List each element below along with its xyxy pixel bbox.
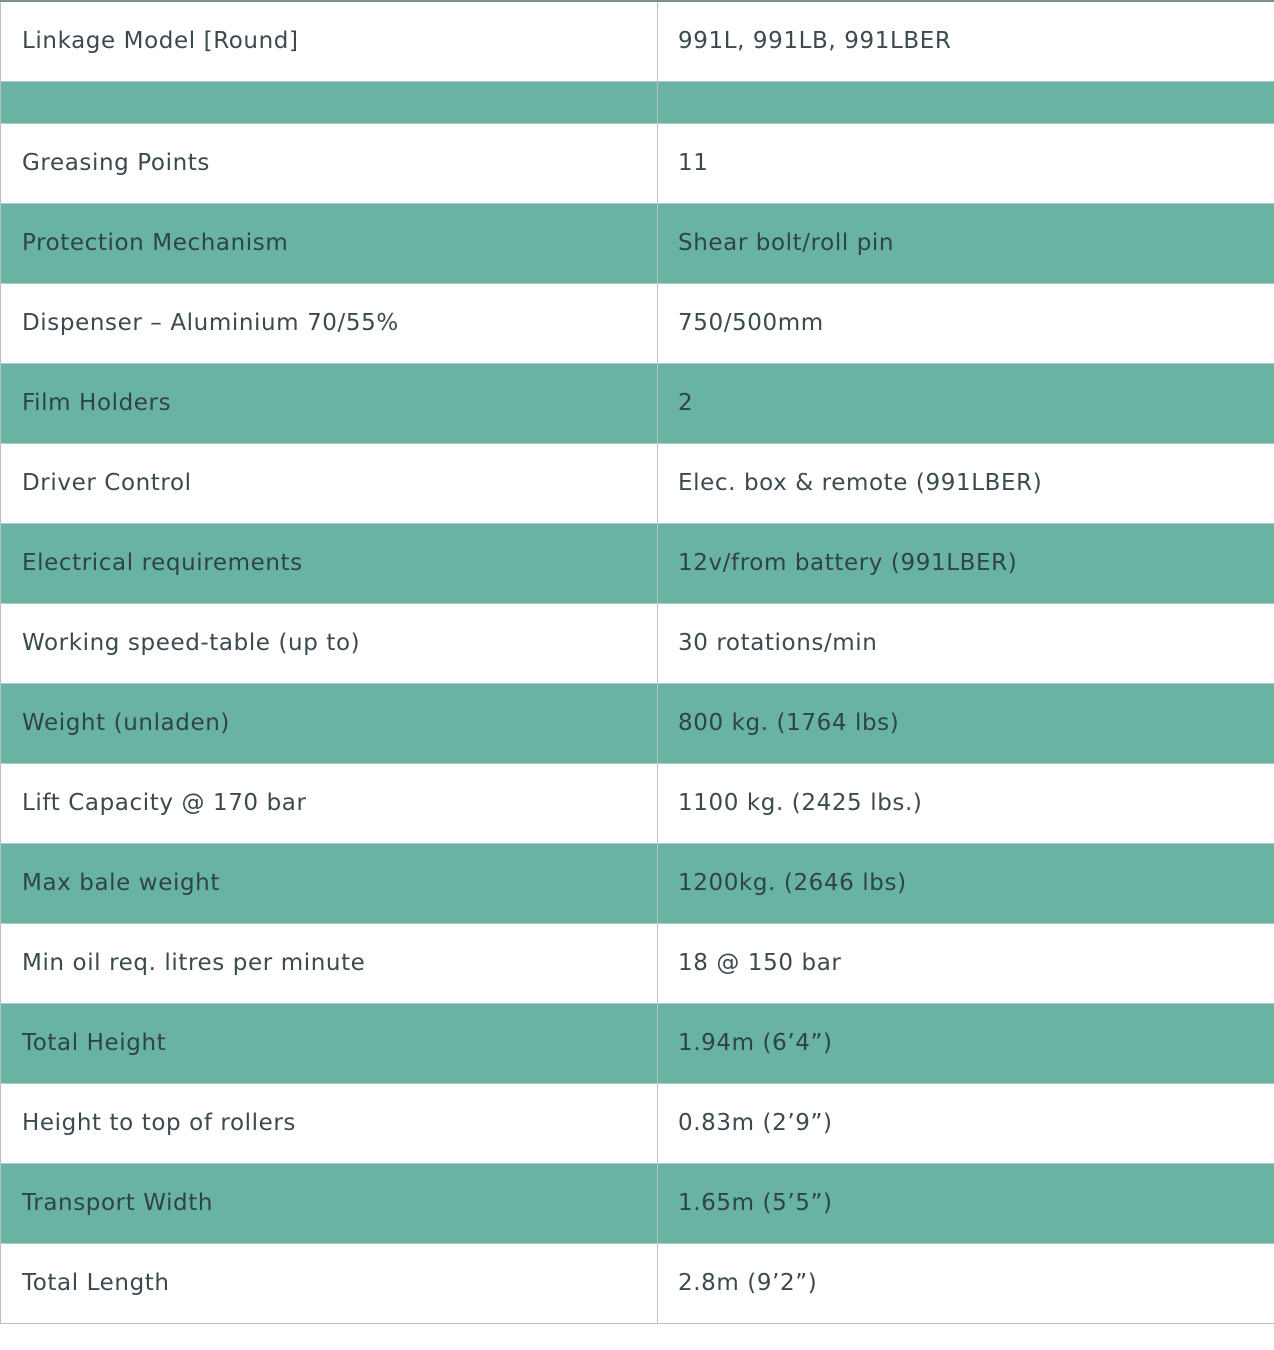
spec-label: Protection Mechanism: [1, 203, 658, 283]
spec-value: 800 kg. (1764 lbs): [658, 683, 1274, 763]
spec-label: Total Length: [1, 1243, 658, 1323]
spec-row: [1, 283, 1274, 363]
spec-label: Weight (unladen): [1, 683, 658, 763]
spec-label: Max bale weight: [1, 843, 658, 923]
spec-label: Total Height: [1, 1003, 658, 1083]
spec-label: Greasing Points: [1, 123, 658, 203]
spec-row: [1, 763, 1274, 843]
spec-label: [1, 81, 658, 123]
spec-value: Elec. box & remote (991LBER): [658, 443, 1274, 523]
spec-row: [1, 523, 1274, 603]
spec-value: 2: [658, 363, 1274, 443]
spec-value: 18 @ 150 bar: [658, 923, 1274, 1003]
spec-label: Lift Capacity @ 170 bar: [1, 763, 658, 843]
spec-value: 11: [658, 123, 1274, 203]
spec-row: [1, 1003, 1274, 1083]
spec-row: [1, 843, 1274, 923]
spec-label: Electrical requirements: [1, 523, 658, 603]
spec-value: 991L, 991LB, 991LBER: [658, 1, 1274, 81]
spec-label: Min oil req. litres per minute: [1, 923, 658, 1003]
spec-value: 0.83m (2’9”): [658, 1083, 1274, 1163]
spec-row: [1, 923, 1274, 1003]
spec-label: Working speed-table (up to): [1, 603, 658, 683]
spec-value: 12v/from battery (991LBER): [658, 523, 1274, 603]
spacer-row: [1, 81, 1274, 123]
spec-value: 1100 kg. (2425 lbs.): [658, 763, 1274, 843]
spec-label: Linkage Model [Round]: [1, 1, 658, 81]
spec-value: 1.65m (5’5”): [658, 1163, 1274, 1243]
spec-label: Transport Width: [1, 1163, 658, 1243]
specifications-table-body: [1, 1, 1274, 1323]
spec-value: 1200kg. (2646 lbs): [658, 843, 1274, 923]
spec-row: [1, 1163, 1274, 1243]
spec-label: Height to top of rollers: [1, 1083, 658, 1163]
spec-value: 30 rotations/min: [658, 603, 1274, 683]
spec-row: [1, 1243, 1274, 1323]
spec-value: 2.8m (9’2”): [658, 1243, 1274, 1323]
spec-row: [1, 683, 1274, 763]
spec-value: [658, 81, 1274, 123]
spec-value: 750/500mm: [658, 283, 1274, 363]
spec-row: [1, 1, 1274, 81]
spec-row: [1, 603, 1274, 683]
spec-row: [1, 443, 1274, 523]
spec-label: Driver Control: [1, 443, 658, 523]
spec-label: Film Holders: [1, 363, 658, 443]
spec-value: 1.94m (6’4”): [658, 1003, 1274, 1083]
spec-row: [1, 203, 1274, 283]
spec-row: [1, 123, 1274, 203]
spec-value: Shear bolt/roll pin: [658, 203, 1274, 283]
spec-row: [1, 1083, 1274, 1163]
spec-row: [1, 363, 1274, 443]
spec-label: Dispenser – Aluminium 70/55%: [1, 283, 658, 363]
